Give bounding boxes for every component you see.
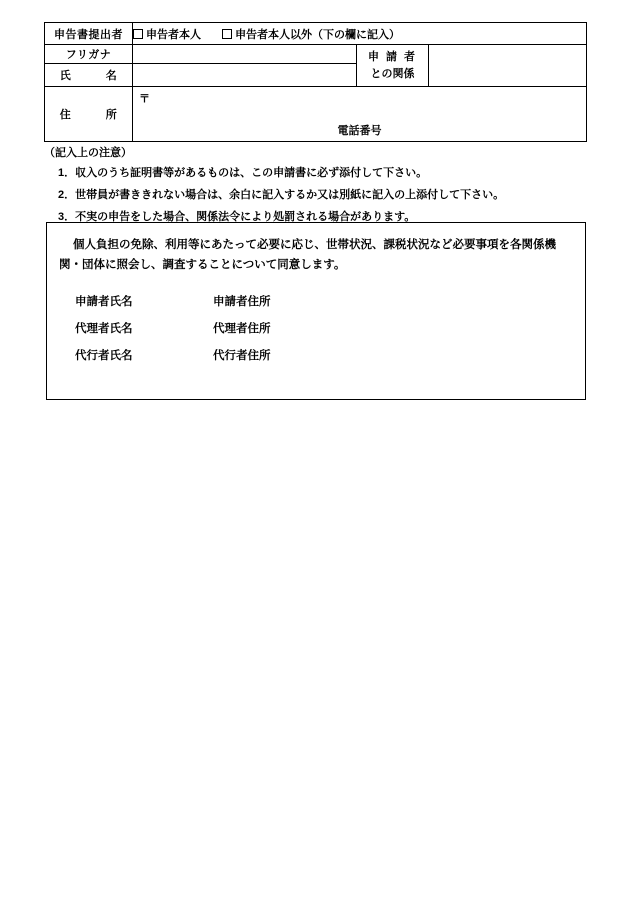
address-input[interactable] bbox=[133, 87, 587, 142]
agent-address-label: 代行者住所 bbox=[213, 349, 271, 362]
relation-label-line1: 申 請 者 bbox=[367, 51, 418, 63]
checkbox-option-self[interactable] bbox=[133, 26, 201, 42]
table-row bbox=[45, 45, 587, 64]
checkbox-option-self-label: 申告者本人 bbox=[146, 28, 201, 41]
signature-row-proxy bbox=[47, 314, 585, 341]
proxy-address-label: 代理者住所 bbox=[213, 322, 271, 335]
signature-grid bbox=[47, 287, 585, 368]
table-row bbox=[45, 23, 587, 45]
table-row bbox=[45, 87, 587, 142]
applicant-name-label: 申請者氏名 bbox=[75, 295, 133, 308]
signature-row-agent bbox=[47, 341, 585, 368]
note-item: 2．世帯員が書ききれない場合は、余白に記入するか又は別紙に記入の上添付して下さい。 bbox=[58, 189, 505, 201]
checkbox-icon[interactable] bbox=[222, 29, 232, 39]
note-item: 3．不実の申告をした場合、関係法令により処罰される場合があります。 bbox=[58, 211, 416, 223]
name-input[interactable] bbox=[133, 64, 357, 87]
applicant-table bbox=[44, 22, 587, 142]
furigana-label: フリガナ bbox=[45, 45, 133, 64]
proxy-name-label: 代理者氏名 bbox=[75, 322, 133, 335]
notes-title: （記入上の注意） bbox=[44, 147, 132, 159]
relation-label-line2: との関係 bbox=[370, 67, 415, 80]
consent-text: 個人負担の免除、利用等にあたって必要に応じ、世帯状況、課税状況など必要事項を各関係機関・団体に照会し、調査することについて同意します。 bbox=[59, 239, 556, 272]
checkbox-option-other[interactable] bbox=[222, 26, 400, 42]
checkbox-icon[interactable] bbox=[133, 29, 143, 39]
notes-section bbox=[44, 144, 604, 230]
postal-mark-icon: 〒 bbox=[139, 93, 150, 105]
agent-name-label: 代行者氏名 bbox=[75, 349, 133, 362]
checkbox-option-other-label: 申告者本人以外（下の欄に記入） bbox=[235, 28, 401, 41]
applicant-address-label: 申請者住所 bbox=[213, 295, 271, 308]
submitter-label: 申告書提出者 bbox=[45, 23, 133, 45]
relation-label bbox=[357, 45, 429, 87]
name-label: 氏 名 bbox=[45, 64, 133, 87]
telephone-label: 電話番号 bbox=[337, 125, 382, 137]
submitter-options bbox=[133, 23, 587, 45]
furigana-input[interactable] bbox=[133, 45, 357, 64]
address-label: 住 所 bbox=[45, 87, 133, 142]
note-item: 1．収入のうち証明書等があるものは、この申請書に必ず添付して下さい。 bbox=[58, 167, 428, 179]
relation-input[interactable] bbox=[429, 45, 587, 87]
consent-box bbox=[46, 222, 586, 400]
signature-row-applicant bbox=[47, 287, 585, 314]
